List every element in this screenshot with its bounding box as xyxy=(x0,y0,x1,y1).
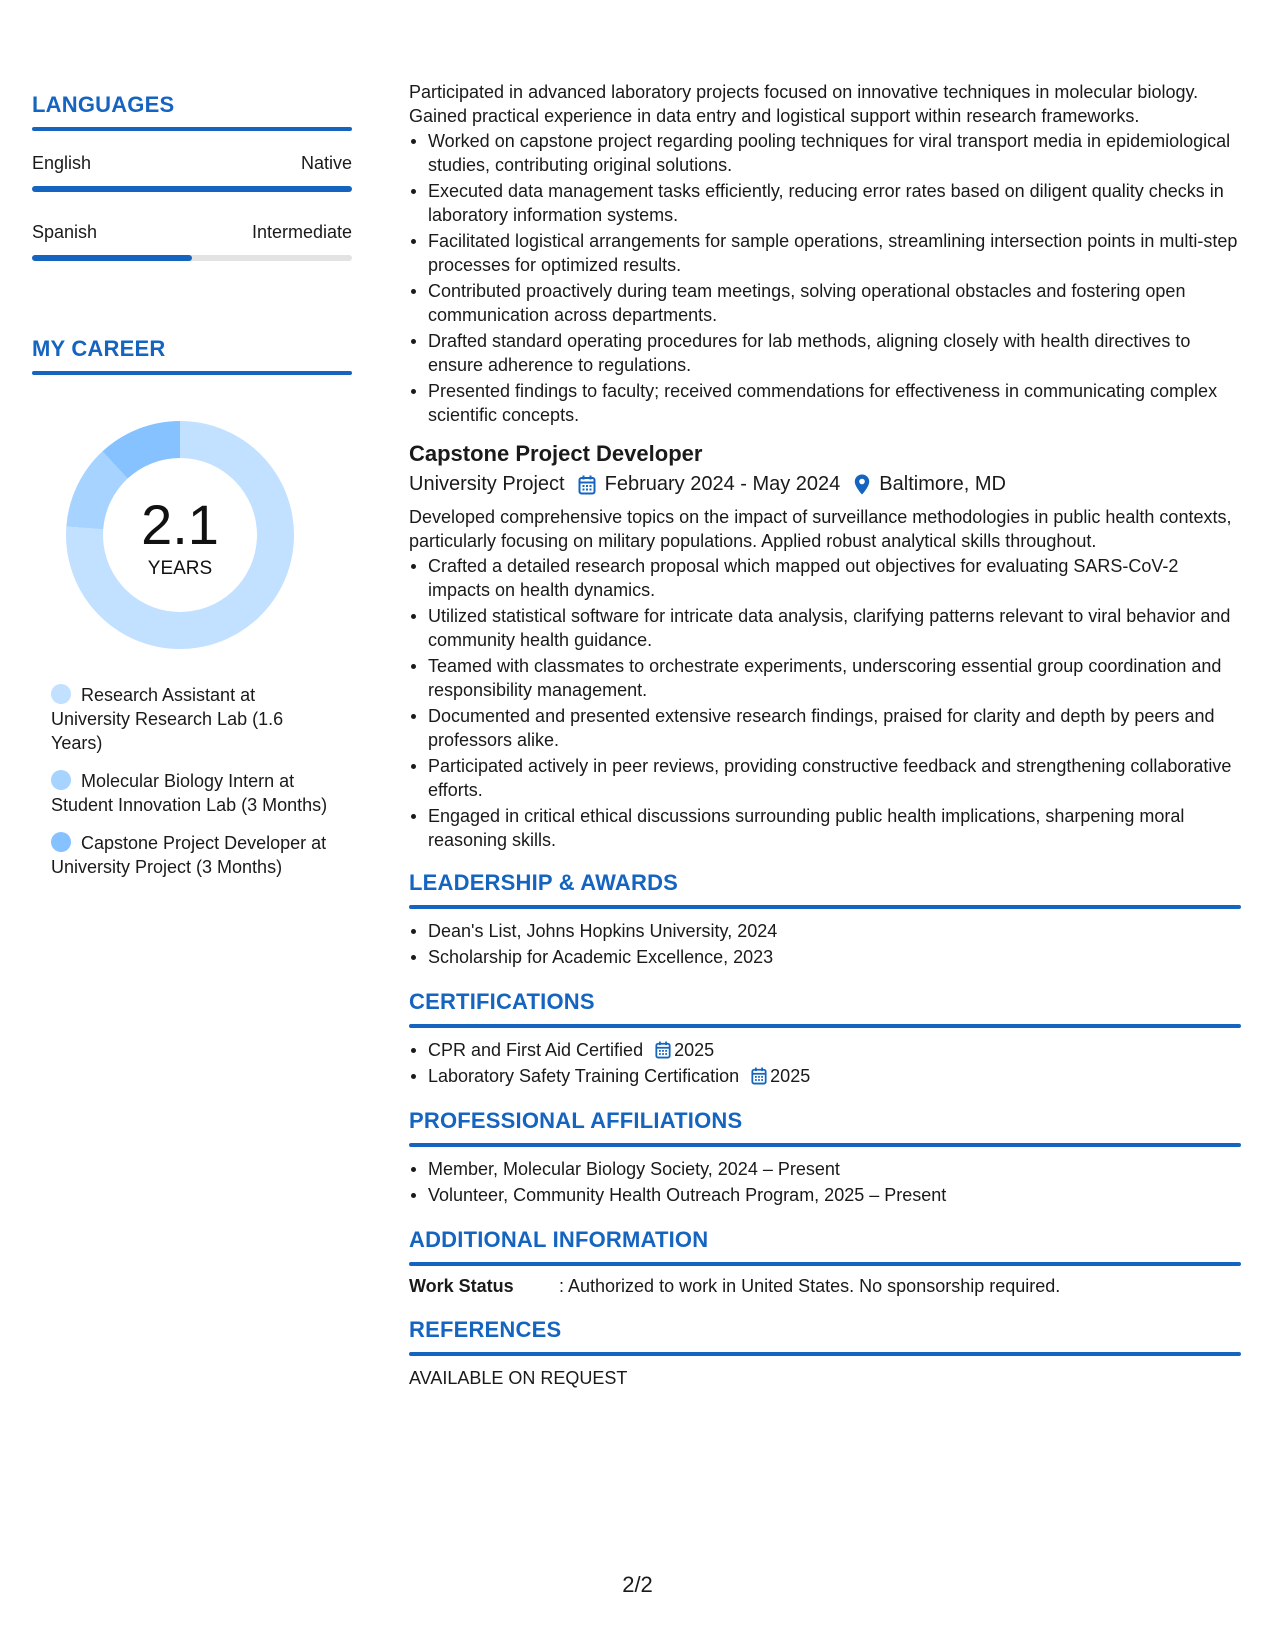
language-proficiency-bar xyxy=(32,255,352,261)
certification-name: Laboratory Safety Training Certification xyxy=(428,1066,740,1086)
legend-label: Research Assistant at University Research Lab (1.6 Years) xyxy=(51,685,284,753)
career-total-years: 2.1 xyxy=(141,493,219,556)
additional-info-section xyxy=(409,1227,1241,1297)
list-item: Participated actively in peer reviews, providing constructive feedback and strengthening collaborative efforts. xyxy=(409,754,1241,802)
career-total-unit: YEARS xyxy=(147,558,213,579)
language-proficiency-bar xyxy=(32,186,352,192)
job-organization: University Project xyxy=(409,473,565,495)
references-section xyxy=(409,1317,1241,1389)
legend-item xyxy=(51,831,331,879)
certification-year: 2025 xyxy=(674,1040,715,1060)
job-bullets xyxy=(409,554,1241,852)
job-dates: February 2024 - May 2024 xyxy=(604,473,841,495)
list-item: Presented findings to faculty; received commendations for effectiveness in communicating complex scientific concepts. xyxy=(409,379,1241,427)
list-item: Dean's List, Johns Hopkins University, 2024 xyxy=(409,919,1241,943)
affiliations-section xyxy=(409,1108,1241,1207)
language-name: Spanish xyxy=(32,222,98,242)
main-content xyxy=(409,80,1241,1389)
list-item: Executed data management tasks efficiently, reducing error rates based on diligent quality checks in laboratory information systems. xyxy=(409,179,1241,227)
language-proficiency-fill xyxy=(32,186,352,192)
list-item: Facilitated logistical arrangements for sample operations, streamlining intersection points in multi-step processes for optimized results. xyxy=(409,229,1241,277)
language-level: Native xyxy=(300,153,352,173)
legend-label: Molecular Biology Intern at Student Innovation Lab (3 Months) xyxy=(51,771,328,815)
job-meta xyxy=(409,473,1241,496)
section-divider xyxy=(409,1143,1241,1147)
calendar-icon xyxy=(751,1067,767,1085)
leadership-list xyxy=(409,919,1241,969)
leadership-title: LEADERSHIP & AWARDS xyxy=(409,870,679,895)
list-item: Contributed proactively during team meetings, solving operational obstacles and fostering open communication across departments. xyxy=(409,279,1241,327)
references-title: REFERENCES xyxy=(409,1317,562,1342)
languages-section xyxy=(32,92,352,261)
legend-item xyxy=(51,683,331,755)
certification-name: CPR and First Aid Certified xyxy=(428,1040,644,1060)
location-pin-icon xyxy=(854,474,870,495)
list-item: Teamed with classmates to orchestrate experiments, underscoring essential group coordination and responsibility management. xyxy=(409,654,1241,702)
list-item: Member, Molecular Biology Society, 2024 – Present xyxy=(409,1157,1241,1181)
certifications-section xyxy=(409,989,1241,1088)
list-item: Drafted standard operating procedures for lab methods, aligning closely with health directives to ensure adherence to regulations. xyxy=(409,329,1241,377)
calendar-icon xyxy=(578,475,596,495)
certification-year: 2025 xyxy=(770,1066,811,1086)
affiliations-list xyxy=(409,1157,1241,1207)
legend-swatch xyxy=(51,832,71,852)
references-text: AVAILABLE ON REQUEST xyxy=(409,1368,628,1388)
language-item xyxy=(32,222,352,261)
language-item xyxy=(32,153,352,192)
work-status-label: Work Status xyxy=(409,1276,514,1296)
language-name: English xyxy=(32,153,92,173)
certifications-list xyxy=(409,1038,1241,1088)
calendar-icon xyxy=(655,1041,671,1059)
section-divider xyxy=(409,1024,1241,1028)
leadership-section xyxy=(409,870,1241,969)
job-title: Capstone Project Developer xyxy=(409,441,703,466)
certifications-title: CERTIFICATIONS xyxy=(409,989,595,1014)
section-divider xyxy=(409,1262,1241,1266)
legend-label: Capstone Project Developer at University Project (3 Months) xyxy=(51,833,327,877)
list-item: Engaged in critical ethical discussions surrounding public health implications, sharpening moral reasoning skills. xyxy=(409,804,1241,852)
work-status-value: : Authorized to work in United States. No sponsorship required. xyxy=(559,1276,1061,1296)
languages-title: LANGUAGES xyxy=(32,92,175,117)
career-title: MY CAREER xyxy=(32,336,166,361)
career-legend xyxy=(51,683,331,879)
section-divider xyxy=(32,371,352,375)
section-divider xyxy=(409,905,1241,909)
job-summary: Developed comprehensive topics on the impact of surveillance methodologies in public health contexts, particularly focusing on military populations. Applied robust analytical skills throughout. xyxy=(409,507,1232,551)
work-status-row xyxy=(409,1276,1241,1297)
language-level: Intermediate xyxy=(251,222,352,242)
list-item: Utilized statistical software for intricate data analysis, clarifying patterns relevant to viral behavior and community health guidance. xyxy=(409,604,1241,652)
legend-swatch xyxy=(51,684,71,704)
list-item xyxy=(409,1064,1241,1088)
additional-info-title: ADDITIONAL INFORMATION xyxy=(409,1227,709,1252)
list-item: Scholarship for Academic Excellence, 2023 xyxy=(409,945,1241,969)
career-section xyxy=(32,336,352,879)
list-item xyxy=(409,1038,1241,1062)
legend-swatch xyxy=(51,770,71,790)
job-location: Baltimore, MD xyxy=(879,473,1006,495)
legend-item xyxy=(51,769,331,817)
page-number: 2/2 xyxy=(622,1572,653,1597)
section-divider xyxy=(409,1352,1241,1356)
career-donut-chart xyxy=(65,420,295,650)
sidebar xyxy=(32,92,352,893)
list-item: Documented and presented extensive research findings, praised for clarity and depth by peers and professors alike. xyxy=(409,704,1241,752)
list-item: Worked on capstone project regarding pooling techniques for viral transport media in epidemiological studies, contributing original solutions. xyxy=(409,129,1241,177)
list-item: Volunteer, Community Health Outreach Program, 2025 – Present xyxy=(409,1183,1241,1207)
affiliations-title: PROFESSIONAL AFFILIATIONS xyxy=(409,1108,743,1133)
section-divider xyxy=(32,127,352,131)
experience-bullets xyxy=(409,129,1241,427)
experience-summary: Participated in advanced laboratory projects focused on innovative techniques in molecular biology. Gained practical experience in data entry and logistical support within research frameworks. xyxy=(409,82,1199,126)
language-proficiency-fill xyxy=(32,255,192,261)
list-item: Crafted a detailed research proposal which mapped out objectives for evaluating SARS-CoV-2 impacts on health dynamics. xyxy=(409,554,1241,602)
